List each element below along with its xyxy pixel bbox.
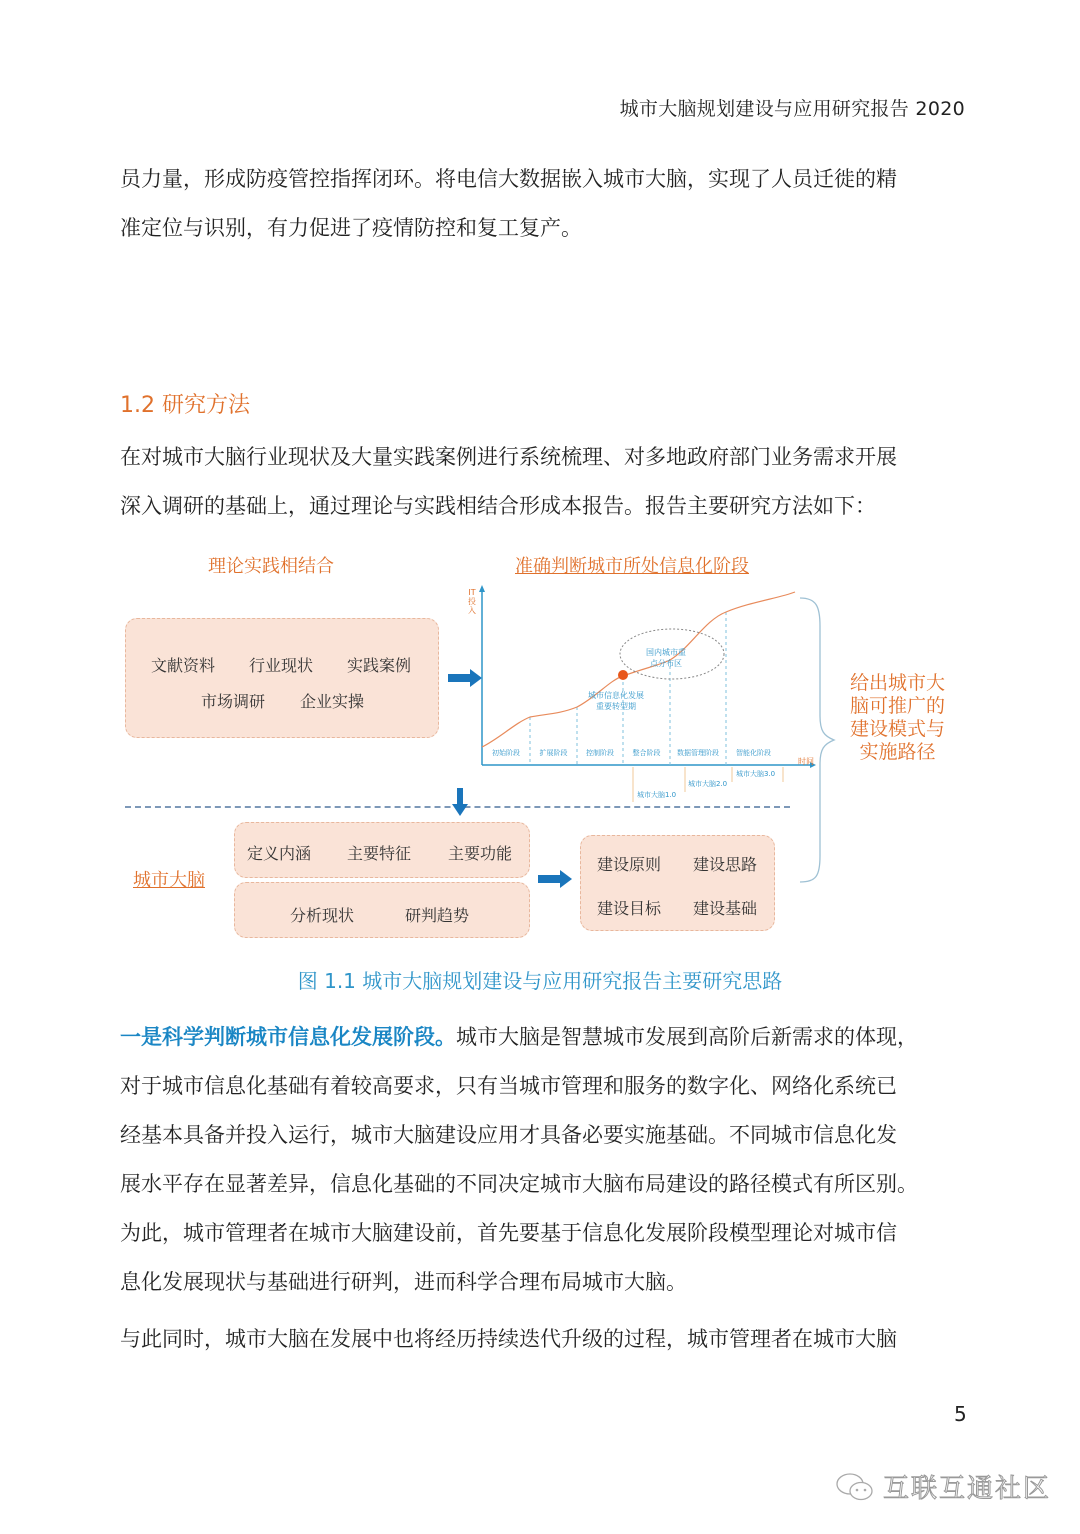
stage-label: 数据管理阶段: [677, 749, 719, 757]
brain-definition-box: [234, 822, 530, 878]
highlight-label: [646, 647, 686, 669]
text-line: 在对城市大脑行业现状及大量实践案例进行系统梳理、对多地政府部门业务需求开展: [120, 445, 897, 469]
paragraph-1: [120, 155, 970, 253]
page-number: 5: [954, 1402, 967, 1426]
lead-phrase: 一是科学判断城市信息化发展阶段。: [120, 1025, 456, 1049]
running-header: 城市大脑规划建设与应用研究报告 2020: [619, 98, 965, 120]
build-item: 建设思路: [693, 855, 758, 874]
source-item: 实践案例: [347, 656, 412, 675]
x-axis-label: 时间: [798, 757, 814, 766]
text-span: 城市大脑是智慧城市发展到高阶后新需求的体现，: [456, 1025, 918, 1049]
text-line: 息化发展现状与基础进行研判，进而科学合理布局城市大脑。: [120, 1270, 687, 1294]
figure-caption: 图 1.1 城市大脑规划建设与应用研究报告主要研究思路: [297, 969, 783, 993]
text-line: 深入调研的基础上，通过理论与实践相结合形成本报告。报告主要研究方法如下：: [120, 494, 876, 518]
conclusion-text: [850, 672, 945, 764]
brain-analysis-box: [234, 882, 530, 938]
conclusion-line: 实施路径: [859, 741, 936, 763]
text-line: 与此同时，城市大脑在发展中也将经历持续迭代升级的过程，城市管理者在城市大脑: [120, 1327, 897, 1351]
text-line: 为此，城市管理者在城市大脑建设前，首先要基于信息化发展阶段模型理论对城市信: [120, 1221, 897, 1245]
conclusion-line: 建设模式与: [850, 718, 946, 740]
stage-labels: [482, 748, 810, 758]
paragraph-4: [120, 1315, 970, 1364]
stage-label: 扩展阶段: [539, 749, 568, 757]
source-item: 市场调研: [201, 692, 266, 711]
city-brain-label: 城市大脑: [133, 870, 205, 891]
y-label-part: 入: [468, 606, 476, 615]
highlight-label-line: 点分布区: [650, 659, 682, 668]
section-heading: 1.2 研究方法: [120, 393, 250, 418]
transition-label-line: 城市信息化发展: [588, 691, 644, 700]
brain-item: 研判趋势: [405, 906, 470, 925]
transition-label-line: 重要转型期: [596, 702, 636, 711]
version-label: 城市大脑3.0: [736, 770, 776, 778]
source-item: 文献资料: [151, 656, 216, 675]
construction-box: [580, 835, 775, 931]
text-line: 准定位与识别，有力促进了疫情防控和复工复产。: [120, 216, 582, 240]
text-line: [120, 1013, 970, 1062]
text-line: 员力量，形成防疫管控指挥闭环。将电信大数据嵌入城市大脑，实现了人员迁徙的精: [120, 167, 897, 191]
stage-label: 控制阶段: [586, 749, 614, 757]
text-line: 对于城市信息化基础有着较高要求，只有当城市管理和服务的数字化、网络化系统已: [120, 1074, 897, 1098]
build-item: 建设基础: [693, 899, 758, 918]
transition-point: [618, 670, 628, 680]
brain-item: 主要功能: [448, 844, 513, 863]
version-label: 城市大脑1.0: [637, 791, 677, 799]
text-line: 展水平存在显著差异，信息化基础的不同决定城市大脑布局建设的路径模式有所区别。: [120, 1172, 918, 1196]
source-item: 行业现状: [249, 656, 314, 675]
stage-label: 整合阶段: [632, 749, 661, 757]
theory-practice-title: 理论实践相结合: [208, 556, 334, 577]
investment-curve: [482, 592, 795, 747]
conclusion-line: 给出城市大: [850, 672, 946, 694]
source-item: 企业实操: [300, 692, 365, 711]
conclusion-line: 脑可推广的: [850, 695, 946, 717]
arrow-right-icon: [538, 870, 572, 888]
brain-item: 分析现状: [290, 906, 355, 925]
right-brace-icon: [798, 596, 838, 886]
y-label-part: 投: [468, 597, 476, 606]
watermark-text: 互联互通社区: [883, 1474, 1052, 1504]
research-approach-diagram: [110, 540, 980, 960]
paragraph-2: [120, 433, 970, 531]
build-item: 建设原则: [597, 855, 662, 874]
build-item: 建设目标: [597, 899, 662, 918]
highlight-label-line: 国内城市重: [646, 648, 686, 657]
y-axis-arrow: [479, 585, 485, 592]
paragraph-3: [120, 1013, 970, 1307]
wechat-icon: [835, 1471, 875, 1503]
arrow-down-icon: [452, 788, 468, 816]
watermark: [835, 1468, 1051, 1505]
sources-box: [125, 618, 439, 738]
brain-item: 主要特征: [347, 844, 412, 863]
version-label: 城市大脑2.0: [688, 780, 728, 788]
stage-label: 智能化阶段: [736, 749, 771, 757]
stage-label: 初始阶段: [492, 749, 520, 757]
y-axis-label: [468, 588, 476, 615]
chart-title: 准确判断城市所处信息化阶段: [515, 556, 749, 577]
y-label-part: IT: [468, 588, 476, 597]
brain-item: 定义内涵: [247, 844, 312, 863]
transition-label: [588, 690, 644, 712]
text-line: 经基本具备并投入运行，城市大脑建设应用才具备必要实施基础。不同城市信息化发: [120, 1123, 897, 1147]
